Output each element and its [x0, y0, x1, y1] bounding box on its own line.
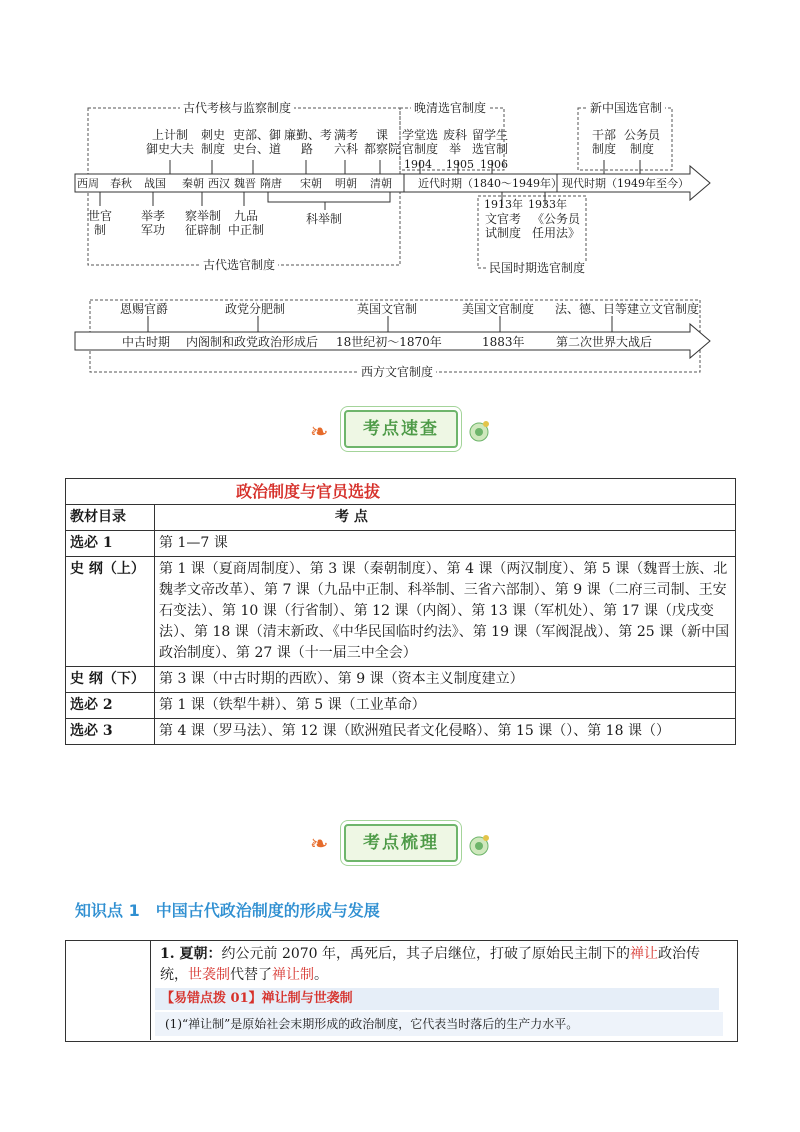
axis-label: 西汉	[208, 177, 230, 190]
knowledge-paragraph: 1. 夏朝：约公元前 2070 年，禹死后，其子启继位，打破了原始民主制下的禅让政治传统，世袭制代替了禅让制。	[160, 946, 701, 983]
group-label-republic: 民国时期选官制度	[486, 261, 588, 275]
axis-label-contemporary-period: 现代时期（1949年至今）	[562, 177, 689, 190]
row-label: 选必 1	[66, 531, 155, 557]
flower-icon	[466, 832, 492, 858]
ribbon-icon: ❧	[310, 832, 329, 857]
group-label-ancient-selection: 古代选官制度	[200, 258, 278, 272]
syllabus-table	[65, 478, 736, 745]
year-label: 1933年	[528, 198, 567, 211]
table-row	[66, 693, 736, 719]
row-content: 第 4 课（罗马法）、第 12 课（欧洲殖民者文化侵略）、第 15 课（）、第 18 课（）	[155, 719, 736, 745]
event-label: 《公务员 任用法》	[531, 212, 580, 240]
event-label: 刺史 制度	[200, 128, 225, 156]
table-row	[66, 667, 736, 693]
group-label-western: 西方文官制度	[358, 365, 436, 379]
axis-label: 西周	[77, 177, 99, 190]
knowledge-box-left-cell	[65, 940, 151, 1040]
row-label: 史 纲（下）	[66, 667, 155, 693]
axis-label: 魏晋	[234, 177, 256, 190]
axis-label: 隋唐	[260, 177, 282, 190]
event-label: 英国文官制	[357, 302, 418, 316]
event-label: 举孝 军功	[140, 209, 165, 237]
axis-label: 1883年	[482, 335, 525, 349]
group-label-late-qing: 晚清选官制度	[411, 101, 489, 115]
axis-label: 清朝	[370, 177, 392, 190]
error-tip-header: 【易错点拨 01】禅让制与世袭制	[155, 988, 719, 1010]
year-label: 1913年	[484, 198, 523, 211]
ribbon-icon: ❧	[310, 420, 329, 445]
event-label: 文官考 试制度	[484, 212, 521, 240]
row-label: 选必 3	[66, 719, 155, 745]
axis-label: 中古时期	[122, 335, 171, 349]
table-header-col2: 考 点	[155, 505, 736, 531]
event-label: 公务员 制度	[623, 128, 660, 156]
event-label: 吏部、御 史台、道	[232, 128, 281, 156]
group-label-new-china: 新中国选官制	[587, 101, 665, 115]
event-label: 察举制 征辟制	[184, 209, 221, 237]
event-label: 留学生 选官制	[471, 128, 508, 156]
table-row	[66, 557, 736, 667]
event-label: 课 都察院	[363, 128, 400, 156]
row-content: 第 3 课（中古时期的西欧）、第 9 课（资本主义制度建立）	[155, 667, 736, 693]
event-label-keju: 科举制	[306, 212, 343, 226]
year-label: 1906	[480, 158, 508, 171]
event-label: 廉勤、考 路	[284, 128, 333, 156]
knowledge-point-title: 知识点 1 中国古代政治制度的形成与发展	[75, 901, 380, 920]
event-label: 九品 中正制	[227, 209, 264, 237]
event-label: 学堂选 官制度	[401, 128, 438, 156]
table-row	[66, 719, 736, 745]
flower-icon	[466, 418, 492, 444]
event-label: 恩赐官爵	[120, 302, 169, 316]
axis-label: 秦朝	[182, 177, 204, 190]
event-label: 废科 举	[442, 128, 467, 156]
event-label: 干部 制度	[591, 128, 616, 156]
row-content: 第 1 课（夏商周制度）、第 3 课（秦朝制度）、第 4 课（两汉制度）、第 5 课（魏晋士族、北魏孝文帝改革）、第 7 课（九品中正制、科举制、三省六部制）、第 9 课（二府三司制、王安石变法）、第 10 课（行省制）、第 12 课（内阁）、第 13 课（军机处）、第 17 课（戊戌变法）、第 18 课（清末新政、《中华民国临时约法》、第 19 课（军阀混战）、第 25 课（新中国政治制度）、第 27 课（十一届三中全会）	[155, 557, 736, 667]
badge-quick-check: 考点速查	[344, 410, 458, 448]
axis-label-modern-period: 近代时期（1840～1949年）	[418, 177, 562, 190]
axis-label: 战国	[144, 177, 166, 190]
axis-label: 18世纪初～1870年	[336, 335, 442, 349]
event-label: 美国文官制度	[462, 302, 535, 316]
row-content: 第 1—7 课	[155, 531, 736, 557]
badge-key-points: 考点梳理	[344, 824, 458, 862]
year-label: 1904	[404, 158, 432, 171]
event-label: 世官 制	[87, 209, 112, 237]
table-title: 政治制度与官员选拔	[66, 479, 736, 505]
axis-label: 第二次世界大战后	[556, 335, 653, 349]
group-label-ancient-supervision: 古代考核与监察制度	[180, 101, 294, 115]
event-label: 政党分肥制	[225, 302, 286, 316]
event-label: 上计制 御史大夫	[146, 128, 195, 156]
axis-label: 明朝	[335, 177, 357, 190]
axis-label: 宋朝	[300, 177, 322, 190]
table-row	[66, 531, 736, 557]
year-label: 1905	[446, 158, 474, 171]
event-label: 法、德、日等建立文官制度	[555, 302, 700, 316]
event-label: 满考 六科	[333, 128, 358, 156]
table-header-col1: 教材目录	[66, 505, 155, 531]
row-content: 第 1 课（铁犁牛耕）、第 5 课（工业革命）	[155, 693, 736, 719]
axis-label: 内阁制和政党政治形成后	[186, 335, 319, 349]
row-label: 史 纲（上）	[66, 557, 155, 667]
axis-label: 春秋	[110, 177, 132, 190]
error-tip-body: (1)“禅让制”是原始社会末期形成的政治制度，它代表当时落后的生产力水平。	[155, 1012, 723, 1036]
row-label: 选必 2	[66, 693, 155, 719]
